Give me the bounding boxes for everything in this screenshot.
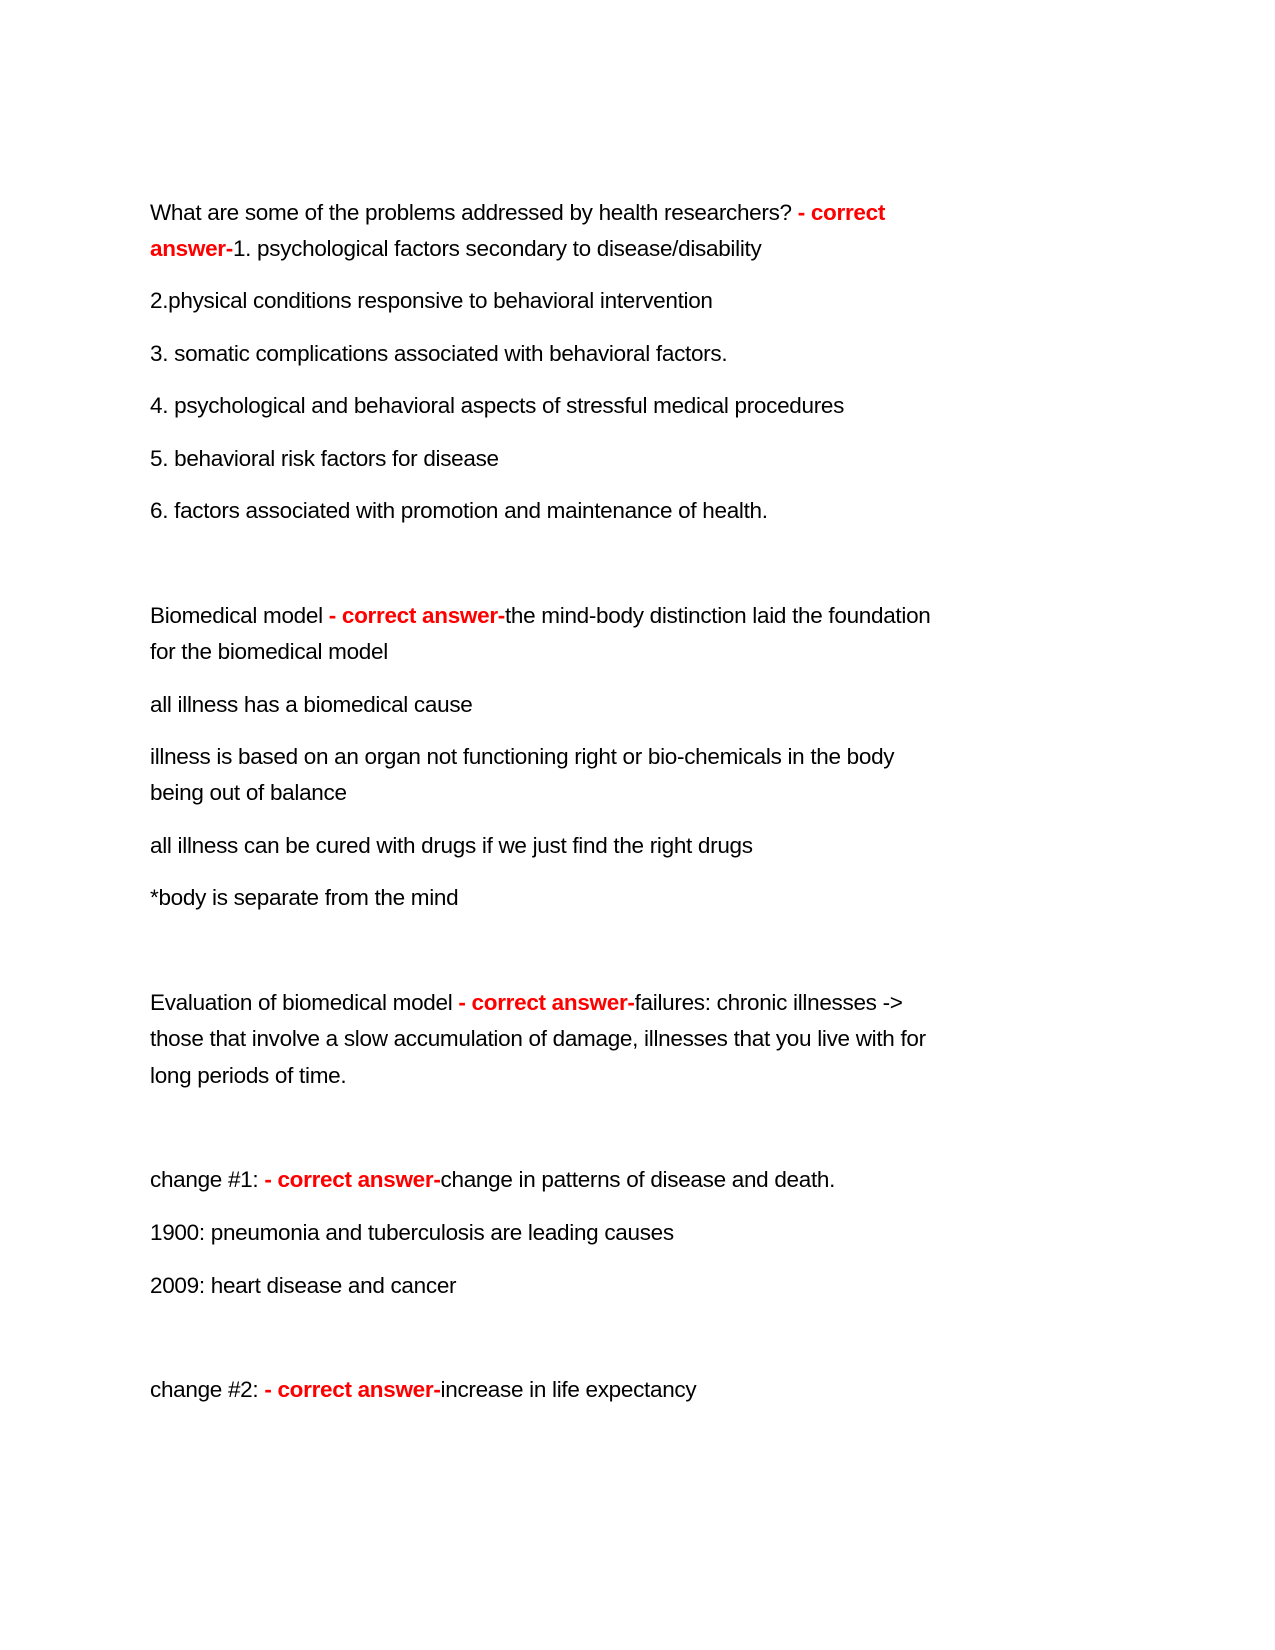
card-1-answer-line xyxy=(150,234,761,264)
answer-text: being out of balance xyxy=(150,780,347,805)
correct-answer-marker: - correct answer- xyxy=(328,603,505,628)
answer-text: change in patterns of disease and death. xyxy=(440,1167,836,1192)
card-2-question-line xyxy=(150,601,931,631)
answer-text: 6. factors associated with promotion and maintenance of health. xyxy=(150,498,768,523)
answer-text: *body is separate from the mind xyxy=(150,885,459,910)
answer-text: 1900: pneumonia and tuberculosis are leading causes xyxy=(150,1220,674,1245)
answer-text: the mind-body distinction laid the foundation xyxy=(504,603,931,628)
card-1-question-line xyxy=(150,198,885,228)
question-text: change #2: xyxy=(150,1377,265,1402)
question-text: What are some of the problems addressed by health researchers? xyxy=(150,200,798,225)
correct-answer-marker: - correct answer- xyxy=(264,1377,441,1402)
correct-answer-marker: - correct xyxy=(797,200,886,225)
card-4-question-line xyxy=(150,1165,835,1195)
card-5-question-line xyxy=(150,1375,696,1405)
answer-text: increase in life expectancy xyxy=(440,1377,697,1402)
answer-text: illness is based on an organ not functioning right or bio-chemicals in the body xyxy=(150,744,895,769)
answer-text: 2.physical conditions responsive to behavioral intervention xyxy=(150,288,713,313)
answer-text: failures: chronic illnesses -> xyxy=(634,990,903,1015)
correct-answer-marker: answer- xyxy=(150,236,233,261)
answer-text: for the biomedical model xyxy=(150,639,388,664)
answer-text: 3. somatic complications associated with behavioral factors. xyxy=(150,341,728,366)
answer-text: those that involve a slow accumulation of damage, illnesses that you live with for xyxy=(150,1026,926,1051)
answer-text: 4. psychological and behavioral aspects of stressful medical procedures xyxy=(150,393,845,418)
correct-answer-marker: - correct answer- xyxy=(458,990,635,1015)
question-text: change #1: xyxy=(150,1167,265,1192)
answer-text: all illness can be cured with drugs if we just find the right drugs xyxy=(150,833,753,858)
answer-text: 5. behavioral risk factors for disease xyxy=(150,446,499,471)
correct-answer-marker: - correct answer- xyxy=(264,1167,441,1192)
answer-text: 1. psychological factors secondary to disease/disability xyxy=(232,236,762,261)
question-text: Evaluation of biomedical model xyxy=(150,990,459,1015)
question-text: Biomedical model xyxy=(150,603,329,628)
card-3-question-line xyxy=(150,988,903,1018)
answer-text: 2009: heart disease and cancer xyxy=(150,1273,457,1298)
answer-text: long periods of time. xyxy=(150,1063,347,1088)
answer-text: all illness has a biomedical cause xyxy=(150,692,473,717)
